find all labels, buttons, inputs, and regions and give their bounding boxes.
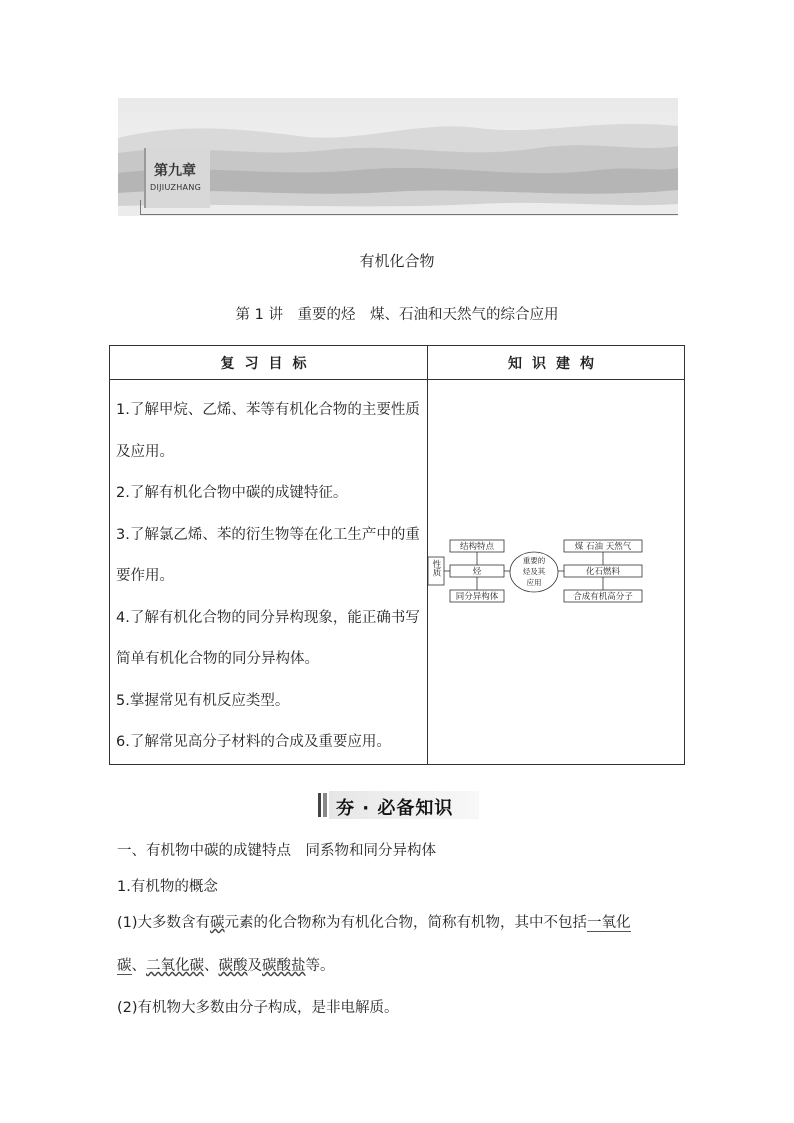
diagram-center-line: 应用 [526, 577, 542, 587]
subsection-heading: 一、有机物中碳的成键特点 同系物和同分异构体 [117, 843, 436, 859]
text-run: 等。 [305, 958, 335, 974]
section-title: 夯 · 必备知识 [336, 798, 454, 819]
text-run: 元素的化合物称为有机化合物，简称有机物，其中不包括 [224, 915, 588, 931]
goal-item: 2.了解有机化合物中碳的成键特征。 [116, 485, 348, 501]
text-run: (1)大多数含有 [117, 915, 211, 931]
diagram-node: 合成有机高分子 [573, 591, 633, 602]
blank-answer: 二氧化碳 [146, 958, 204, 974]
goal-item: 4.了解有机化合物的同分异构现象，能正确书写简单有机化合物的同分异构体。 [116, 609, 420, 667]
page-heading: 有机化合物 [359, 252, 435, 270]
text-run: 、 [131, 958, 146, 974]
blank-answer: 碳 [210, 915, 225, 931]
blank-answer: 碳酸盐 [262, 958, 306, 974]
goal-item: 1.了解甲烷、乙烯、苯等有机化合物的主要性质及应用。 [116, 402, 420, 460]
section-heading [318, 791, 478, 819]
diagram-node: 煤 石油 天然气 [574, 541, 632, 552]
section-bar-decoration [318, 793, 321, 817]
chapter-title: 第九章 [154, 163, 196, 179]
diagram-side-label: 性质 [431, 559, 441, 577]
column-header-goals: 复习目标 [110, 346, 428, 380]
banner-divider [140, 214, 678, 215]
chapter-pinyin: DIJIUZHANG [150, 183, 202, 192]
paragraph [117, 954, 335, 975]
diagram-node: 化石燃料 [585, 566, 621, 577]
goal-item: 3.了解氯乙烯、苯的衍生物等在化工生产中的重要作用。 [116, 526, 420, 584]
review-goals-table [109, 345, 685, 765]
lecture-title: 第 1 讲 重要的烃 煤、石油和天然气的综合应用 [235, 307, 559, 323]
diagram-node: 烃 [472, 566, 482, 577]
goal-item: 6.了解常见高分子材料的合成及重要应用。 [116, 734, 391, 750]
column-header-knowledge: 知识建构 [428, 346, 685, 380]
banner-divider-vertical [140, 200, 141, 215]
blank-answer: 一氧化 [587, 915, 631, 931]
blank-answer: 碳酸 [218, 958, 248, 974]
paragraph: (2)有机物大多数由分子构成，是非电解质。 [117, 1000, 399, 1016]
text-run: 及 [247, 958, 262, 974]
section-bar-decoration [323, 793, 327, 817]
blank-answer: 碳 [117, 958, 132, 974]
diagram-node: 同分异构体 [455, 591, 499, 602]
goal-item: 5.掌握常见有机反应类型。 [116, 692, 290, 709]
text-run: 、 [204, 958, 219, 974]
goals-cell [110, 380, 428, 765]
paragraph [117, 911, 631, 932]
topic-heading: 1.有机物的概念 [117, 879, 218, 895]
knowledge-diagram-cell [428, 380, 685, 765]
diagram-node: 结构特点 [459, 541, 495, 552]
diagram-center-line: 重要的 [522, 555, 546, 565]
diagram-center-line: 烃及其 [522, 566, 546, 576]
knowledge-map-diagram [428, 537, 684, 607]
